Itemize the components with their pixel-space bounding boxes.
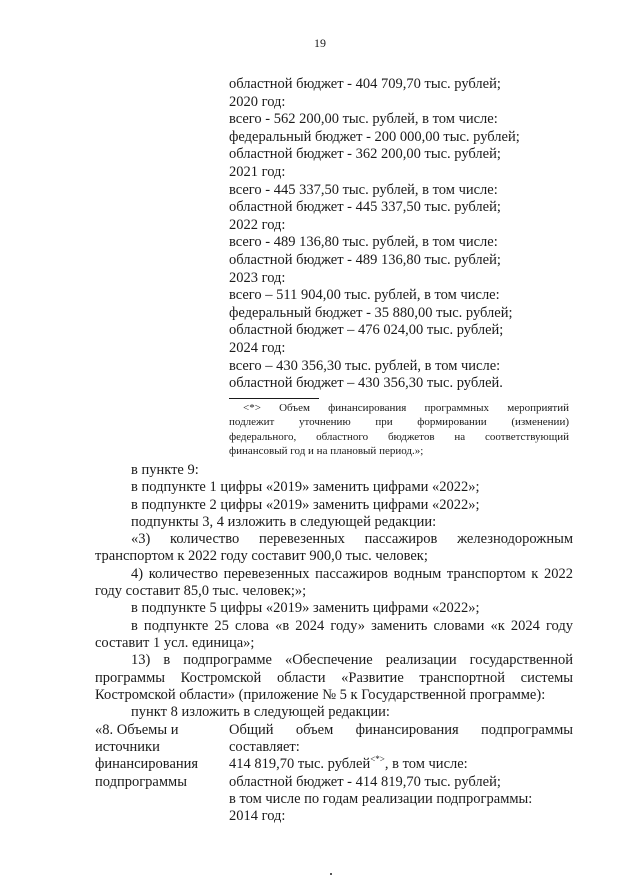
table-value-cell [229, 722, 573, 825]
table-value-line: областной бюджет - 414 819,70 тыс. рублей; [229, 773, 501, 790]
budget-line: федеральный бюджет - 35 880,00 тыс. рублей; [229, 304, 513, 321]
footnote-line: <*> Объем финансирования программных мероприятий [243, 402, 569, 414]
budget-line: всего - 562 200,00 тыс. рублей, в том числе: [229, 111, 498, 128]
table-label-line: источники [95, 739, 160, 756]
budget-line: всего – 430 356,30 тыс. рублей, в том числе: [229, 357, 501, 374]
budget-line: 2023 год: [229, 269, 286, 286]
paragraph-line: в подпункте 5 цифры «2019» заменить цифрами «2022»; [131, 600, 480, 617]
budget-line: федеральный бюджет - 200 000,00 тыс. рублей; [229, 128, 520, 145]
paragraph-line: в подпункте 1 цифры «2019» заменить цифрами «2022»; [131, 479, 480, 496]
budget-line: областной бюджет - 362 200,00 тыс. рублей; [229, 146, 501, 163]
footnote-line: финансовый год и на плановый период.»; [229, 445, 424, 458]
budget-line: 2022 год: [229, 216, 286, 233]
amendment-text [95, 462, 573, 721]
total-amount: 414 819,70 тыс. рублей [229, 756, 371, 773]
budget-breakdown [229, 76, 574, 393]
paragraph-line: подпункты 3, 4 изложить в следующей редакции: [131, 513, 437, 530]
budget-line: областной бюджет – 476 024,00 тыс. рублей; [229, 322, 504, 339]
paragraph-line: 13) в подпрограмме «Обеспечение реализации государственной [131, 652, 573, 669]
paragraph-line: программы Костромской области «Развитие транспортной системы [95, 669, 573, 686]
table-value-line [229, 756, 573, 773]
scan-dot [330, 873, 332, 875]
budget-line: 2024 год: [229, 339, 286, 356]
paragraph-line: «3) количество перевезенных пассажиров железнодорожным [131, 531, 573, 548]
paragraph-line: транспортом к 2022 году составит 900,0 тыс. человек; [95, 548, 428, 565]
budget-line: всего – 511 904,00 тыс. рублей, в том числе: [229, 287, 500, 304]
paragraph-line: в подпункте 2 цифры «2019» заменить цифрами «2022»; [131, 496, 480, 513]
paragraph-line: в пункте 9: [131, 462, 199, 478]
paragraph-line: году составит 85,0 тыс. человек;»; [95, 583, 307, 600]
paragraph-line: пункт 8 изложить в следующей редакции: [131, 704, 390, 721]
budget-line: областной бюджет – 430 356,30 тыс. рублей. [229, 375, 503, 392]
table-value-line: Общий объем финансирования подпрограммы [229, 722, 573, 738]
page-number: 19 [314, 36, 326, 50]
table-label-line: подпрограммы [95, 773, 187, 790]
budget-line: всего - 445 337,50 тыс. рублей, в том числе: [229, 181, 498, 198]
footnote-line: подлежит уточнению при формировании (изменении) [229, 416, 569, 429]
paragraph-line: в подпункте 25 слова «в 2024 году» заменить словами «к 2024 году [131, 617, 573, 634]
budget-line: областной бюджет - 445 337,50 тыс. рублей; [229, 199, 501, 216]
footnote-line: федерального, областного бюджетов на соответствующий [229, 430, 569, 443]
budget-line: областной бюджет - 404 709,70 тыс. рублей; [229, 76, 501, 92]
budget-line: областной бюджет - 489 136,80 тыс. рублей; [229, 251, 501, 268]
table-value-line: составляет: [229, 739, 300, 756]
budget-line: 2021 год: [229, 163, 286, 180]
table-value-line: 2014 год: [229, 808, 286, 825]
paragraph-line: составит 1 усл. единица»; [95, 634, 255, 651]
paragraph-line: Костромской области» (приложение № 5 к Государственной программе): [95, 686, 546, 703]
budget-line: 2020 год: [229, 93, 286, 110]
footnote [229, 401, 569, 459]
table-label-line: «8. Объемы и [95, 722, 179, 738]
budget-line: всего - 489 136,80 тыс. рублей, в том числе: [229, 234, 498, 251]
total-amount-tail: , в том числе: [384, 756, 468, 773]
table-label-line: финансирования [95, 756, 199, 773]
table-label-cell [95, 722, 225, 791]
footnote-ref: <*> [370, 754, 385, 765]
footnote-separator [229, 398, 319, 399]
table-value-line: в том числе по годам реализации подпрограммы: [229, 790, 533, 807]
paragraph-line: 4) количество перевезенных пассажиров водным транспортом к 2022 [131, 565, 573, 582]
